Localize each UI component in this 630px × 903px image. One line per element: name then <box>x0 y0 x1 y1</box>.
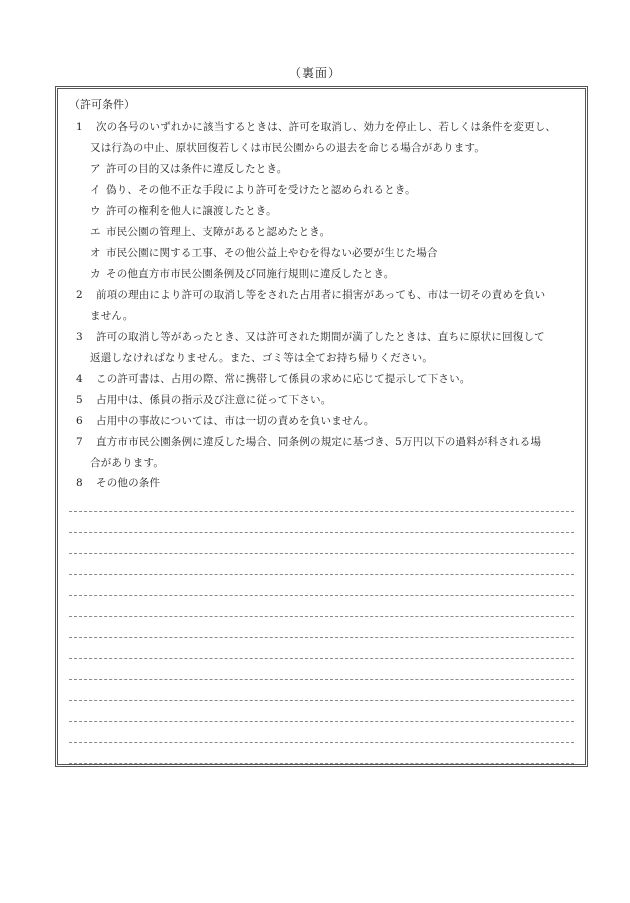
dotted-writing-line <box>69 743 574 764</box>
condition-number: 6 <box>76 415 83 427</box>
condition-subitem <box>90 203 277 218</box>
condition-number: 1 <box>76 121 83 133</box>
condition-item-7 <box>76 434 541 449</box>
page-title: （裏面） <box>288 66 341 80</box>
dotted-writing-line <box>69 659 574 680</box>
dotted-writing-line <box>69 596 574 617</box>
subitem-text: 偽り、その他不正な手段により許可を受けたと認められるとき。 <box>106 184 416 196</box>
dotted-writing-line <box>69 638 574 659</box>
subitem-text: 市民公園に関する工事、その他公益上やむを得ない必要が生じた場合 <box>106 247 438 259</box>
condition-number: 8 <box>76 477 83 489</box>
dotted-writing-line <box>69 680 574 701</box>
condition-number: 7 <box>76 436 83 448</box>
dotted-writing-line <box>69 617 574 638</box>
condition-text: この許可書は、占用の際、常に携帯して係員の求めに応じて提示して下さい。 <box>96 373 471 385</box>
condition-number: 2 <box>76 289 83 301</box>
subitem-text: 許可の権利を他人に譲渡したとき。 <box>106 205 277 217</box>
subitem-mark: オ <box>90 247 101 259</box>
condition-number: 5 <box>76 394 83 406</box>
dotted-writing-line <box>69 491 574 512</box>
condition-text: 次の各号のいずれかに該当するときは、許可を取消し、効力を停止し、若しくは条件を変更し、 <box>96 121 557 133</box>
dotted-writing-line <box>69 554 574 575</box>
condition-item-8 <box>76 475 160 490</box>
condition-subitem <box>90 266 394 281</box>
condition-item-2 <box>76 287 545 302</box>
condition-item-2-continued: ません。 <box>90 310 134 322</box>
condition-text: 前項の理由により許可の取消し等をされた占用者に損害があっても、市は一切その責めを負い <box>96 289 546 301</box>
condition-item-6 <box>76 413 375 428</box>
condition-text: 占用中の事故については、市は一切の責めを負いません。 <box>96 415 375 427</box>
condition-subitem <box>90 224 330 239</box>
condition-text: 占用中は、係員の指示及び注意に従って下さい。 <box>96 394 332 406</box>
condition-text: 許可の取消し等があったとき、又は許可された期間が満了したときは、直ちに原状に回復して <box>96 331 545 343</box>
condition-text: その他の条件 <box>96 477 161 489</box>
condition-item-1-continued: 又は行為の中止、原状回復若しくは市民公園からの退去を命じる場合があります。 <box>90 142 486 154</box>
conditions-heading: （許可条件） <box>69 98 135 111</box>
subitem-mark: ア <box>90 163 101 175</box>
condition-item-3-continued: 返還しなければなりません。また、ゴミ等は全てお持ち帰りください。 <box>90 352 434 364</box>
subitem-mark: エ <box>90 226 101 238</box>
condition-number: 3 <box>76 331 83 343</box>
other-conditions-writing-area <box>69 491 574 764</box>
dotted-writing-line <box>69 722 574 743</box>
condition-item-4 <box>76 371 471 386</box>
dotted-writing-line <box>69 533 574 554</box>
subitem-text: 許可の目的又は条件に違反したとき。 <box>106 163 288 175</box>
dotted-writing-line <box>69 512 574 533</box>
condition-item-5 <box>76 392 331 407</box>
condition-subitem <box>90 245 438 260</box>
subitem-text: 市民公園の管理上、支障があると認めたとき。 <box>106 226 331 238</box>
permit-conditions-box <box>55 86 588 767</box>
dotted-writing-line <box>69 575 574 596</box>
condition-subitem <box>90 161 287 176</box>
condition-number: 4 <box>76 373 83 385</box>
subitem-mark: カ <box>90 268 101 280</box>
condition-text: 直方市市民公園条例に違反した場合、同条例の規定に基づき、5万円以下の過料が科される場 <box>96 436 542 448</box>
condition-item-3 <box>76 329 545 344</box>
condition-item-7-continued: 合があります。 <box>90 457 165 469</box>
subitem-mark: ウ <box>90 205 101 217</box>
subitem-mark: イ <box>90 184 101 196</box>
condition-item-1 <box>76 119 556 134</box>
subitem-text: その他直方市市民公園条例及び同施行規則に違反したとき。 <box>106 268 395 280</box>
condition-subitem <box>90 182 416 197</box>
dotted-writing-line <box>69 701 574 722</box>
